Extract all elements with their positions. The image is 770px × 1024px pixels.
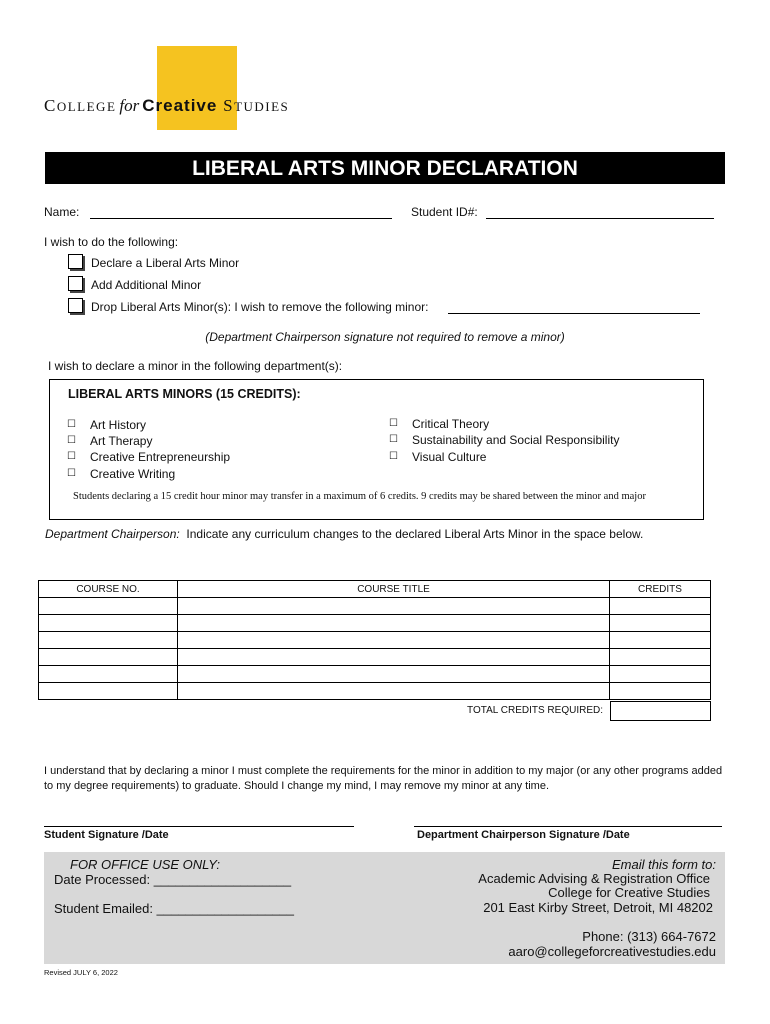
table-row[interactable]: [39, 615, 711, 632]
intro-text: I wish to do the following:: [44, 235, 179, 249]
table-row[interactable]: [39, 666, 711, 683]
minor-visual-culture: Visual Culture: [412, 450, 487, 464]
minor-critical-theory: Critical Theory: [412, 417, 490, 431]
checkbox-visual-culture[interactable]: ☐: [389, 451, 398, 462]
checkbox-art-therapy[interactable]: ☐: [67, 435, 76, 446]
drop-minor-field[interactable]: [448, 313, 700, 314]
office-heading: FOR OFFICE USE ONLY:: [70, 857, 221, 872]
chair-signature-label: Department Chairperson Signature /Date: [417, 829, 630, 841]
minor-creative-writing: Creative Writing: [90, 467, 176, 481]
date-processed: Date Processed: ___________________: [54, 872, 292, 887]
checkbox-creative-entrepreneurship[interactable]: ☐: [67, 451, 76, 462]
minor-creative-entrepreneurship: Creative Entrepreneurship: [90, 450, 231, 464]
col-credits: CREDITS: [610, 581, 711, 598]
student-signature-label: Student Signature /Date: [44, 829, 169, 841]
revised-date: Revised JULY 6, 2022: [44, 968, 118, 977]
declare-minor-label: Declare a Liberal Arts Minor: [91, 256, 240, 270]
checkbox-creative-writing[interactable]: ☐: [67, 468, 76, 479]
transfer-note: Students declaring a 15 credit hour minor may transfer in a maximum of 6 credits. 9 credits may be shared between the minor and major: [73, 491, 646, 502]
table-row[interactable]: [39, 632, 711, 649]
minor-art-history: Art History: [90, 418, 147, 432]
col-course-title: COURSE TITLE: [178, 581, 610, 598]
address-line-3: 201 East Kirby Street, Detroit, MI 48202: [483, 900, 713, 915]
name-label: Name:: [44, 205, 80, 219]
course-table: [38, 580, 711, 700]
chair-note-label: Department Chairperson:: [45, 527, 180, 541]
drop-note: (Department Chairperson signature not required to remove a minor): [205, 330, 565, 344]
chair-note-text: Indicate any curriculum changes to the declared Liberal Arts Minor in the space below.: [186, 527, 644, 541]
minor-art-therapy: Art Therapy: [90, 434, 153, 448]
total-credits-label: TOTAL CREDITS REQUIRED:: [467, 705, 603, 716]
address-line-1: Academic Advising & Registration Office: [478, 871, 710, 886]
col-course-no: COURSE NO.: [39, 581, 178, 598]
table-row[interactable]: [39, 683, 711, 700]
student-emailed: Student Emailed: ___________________: [54, 901, 294, 916]
checkbox-critical-theory[interactable]: ☐: [389, 418, 398, 429]
declare-minor-checkbox[interactable]: [68, 254, 83, 269]
college-logo: COLLEGE for Creative STUDIES: [44, 96, 290, 115]
chair-signature-line[interactable]: [414, 826, 722, 827]
table-row[interactable]: [39, 598, 711, 615]
phone: Phone: (313) 664-7672: [582, 929, 716, 944]
student-id-label: Student ID#:: [411, 205, 478, 219]
add-minor-label: Add Additional Minor: [91, 278, 202, 292]
table-header-row: [39, 581, 711, 598]
add-minor-checkbox[interactable]: [68, 276, 83, 291]
checkbox-art-history[interactable]: ☐: [67, 419, 76, 430]
chair-note: [45, 527, 643, 541]
minors-heading: LIBERAL ARTS MINORS (15 CREDITS):: [68, 387, 301, 401]
email-address[interactable]: aaro@collegeforcreativestudies.edu: [508, 944, 716, 959]
total-credits-field[interactable]: [610, 701, 711, 721]
logo-yellow-square: [157, 46, 237, 130]
page-title: LIBERAL ARTS MINOR DECLARATION: [45, 152, 725, 184]
address-line-2: College for Creative Studies: [548, 885, 710, 900]
name-field[interactable]: [90, 218, 392, 219]
minor-sustainability: Sustainability and Social Responsibility: [412, 433, 620, 447]
email-heading: Email this form to:: [611, 857, 716, 872]
student-signature-line[interactable]: [44, 826, 354, 827]
department-intro: I wish to declare a minor in the following department(s):: [48, 359, 343, 373]
table-row[interactable]: [39, 649, 711, 666]
drop-minor-label: Drop Liberal Arts Minor(s): I wish to remove the following minor:: [91, 300, 429, 314]
checkbox-sustainability[interactable]: ☐: [389, 434, 398, 445]
acknowledgement-text: I understand that by declaring a minor I must complete the requirements for the minor in addition to my major (or any other programs added to my degree requirements) to graduate. Should I change my mind, I may remove my minor at any time.: [44, 765, 723, 792]
drop-minor-checkbox[interactable]: [68, 298, 83, 313]
student-id-field[interactable]: [486, 218, 714, 219]
